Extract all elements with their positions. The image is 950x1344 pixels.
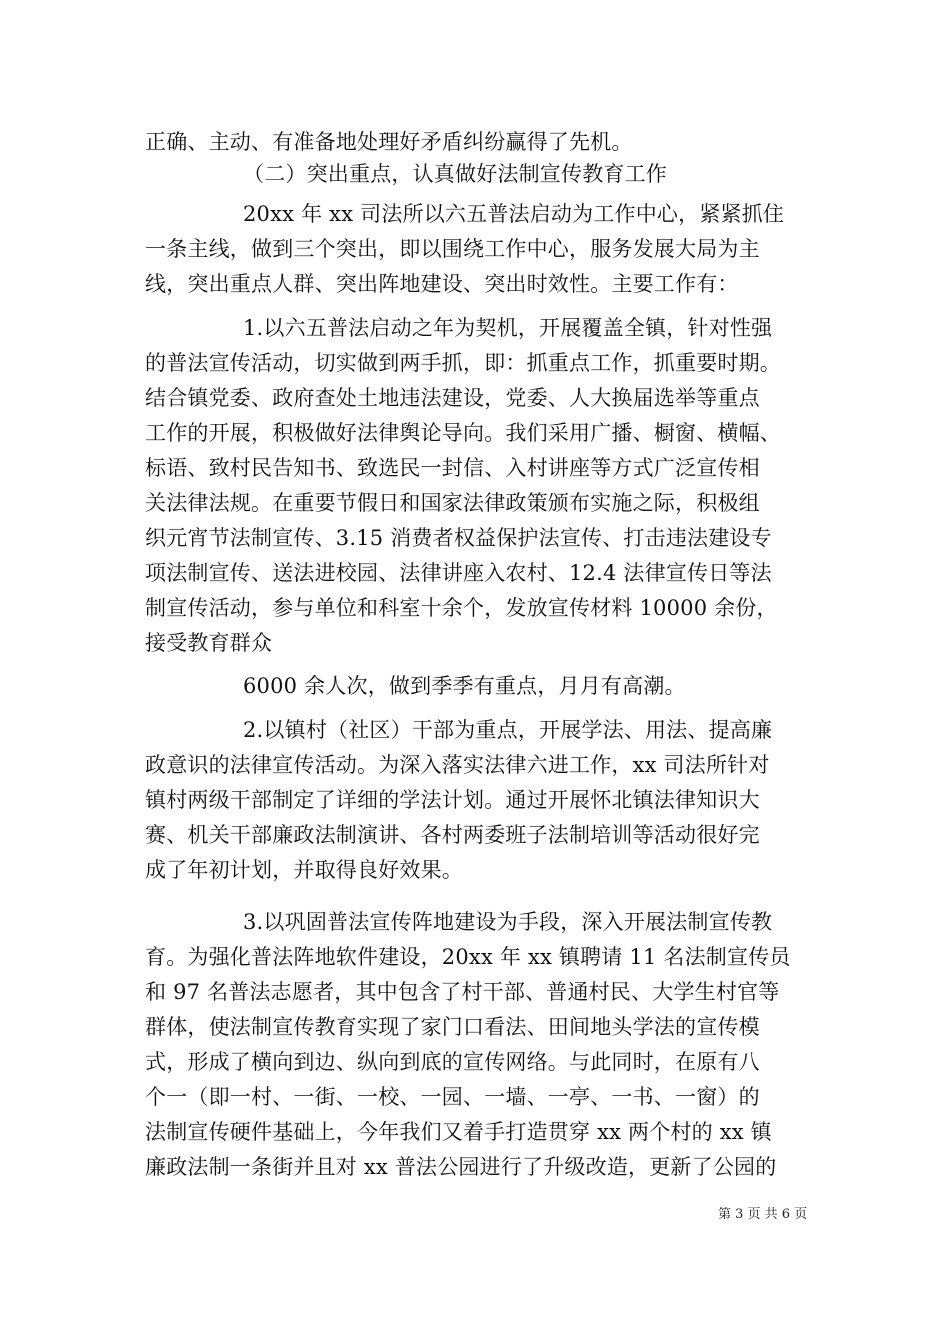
- text-line: 政意识的法律宣传活动。为深入落实法律六进工作，xx 司法所针对: [145, 753, 770, 777]
- text-line: 制宣传活动，参与单位和科室十余个，发放宣传材料 10000 余份，: [145, 596, 778, 620]
- text-line: 个一（即一村、一街、一校、一园、一墙、一亭、一书、一窗）的: [145, 1085, 760, 1109]
- text-line: 3.以巩固普法宣传阵地建设为手段，深入开展法制宣传教: [243, 910, 773, 934]
- text-line: 结合镇党委、政府查处土地违法建设，党委、人大换届选举等重点: [145, 386, 760, 410]
- text-line: 工作的开展，积极做好法律舆论导向。我们采用广播、橱窗、横幅、: [145, 421, 781, 445]
- text-line: 的普法宣传活动，切实做到两手抓，即：抓重点工作，抓重要时期。: [145, 351, 781, 375]
- text-line: 1.以六五普法启动之年为契机，开展覆盖全镇，针对性强: [243, 316, 773, 340]
- text-line: 正确、主动、有准备地处理好矛盾纠纷赢得了先机。: [145, 130, 633, 154]
- text-line: 20xx 年 xx 司法所以六五普法启动为工作中心，紧紧抓住: [243, 202, 785, 226]
- text-line: 6000 余人次，做到季季有重点，月月有高潮。: [243, 674, 686, 698]
- text-line: 赛、机关干部廉政法制演讲、各村两委班子法制培训等活动很好完: [145, 823, 760, 847]
- text-line: 项法制宣传、送法进校园、法律讲座入农村、12.4 法律宣传日等法: [145, 561, 772, 585]
- text-line: 接受教育群众: [145, 631, 273, 655]
- text-line: 2.以镇村（社区）干部为重点，开展学法、用法、提高廉: [243, 718, 773, 742]
- text-line: 关法律法规。在重要节假日和国家法律政策颁布实施之际，积极组: [145, 491, 760, 515]
- text-line: 成了年初计划，并取得良好效果。: [145, 858, 463, 882]
- text-line: 线，突出重点人群、突出阵地建设、突出时效性。主要工作有：: [145, 272, 739, 296]
- text-line: 法制宣传硬件基础上，今年我们又着手打造贯穿 xx 两个村的 xx 镇: [145, 1120, 772, 1144]
- page-number: 第 3 页 共 6 页: [718, 1207, 808, 1222]
- text-line: 镇村两级干部制定了详细的学法计划。通过开展怀北镇法律知识大: [145, 788, 760, 812]
- text-line: 一条主线，做到三个突出，即以围绕工作中心，服务发展大局为主: [145, 237, 760, 261]
- section-heading: （二）突出重点，认真做好法制宣传教育工作: [243, 162, 667, 186]
- text-line: 群体，使法制宣传教育实现了家门口看法、田间地头学法的宣传模: [145, 1015, 760, 1039]
- text-line: 育。为强化普法阵地软件建设，20xx 年 xx 镇聘请 11 名法制宣传员: [145, 945, 791, 969]
- text-line: 和 97 名普法志愿者，其中包含了村干部、普通村民、大学生村官等: [145, 980, 780, 1004]
- text-line: 织元宵节法制宣传、3.15 消费者权益保护法宣传、打击违法建设专: [145, 526, 772, 550]
- text-line: 廉政法制一条街并且对 xx 普法公园进行了升级改造，更新了公园的: [145, 1155, 777, 1179]
- text-line: 式，形成了横向到边、纵向到底的宣传网络。与此同时，在原有八: [145, 1050, 760, 1074]
- text-line: 标语、致村民告知书、致选民一封信、入村讲座等方式广泛宣传相: [145, 456, 760, 480]
